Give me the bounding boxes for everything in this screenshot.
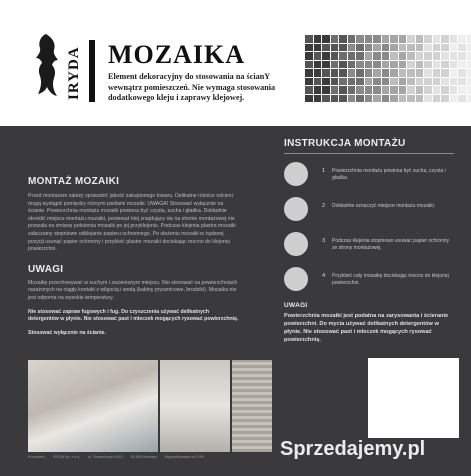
mosaic-tile (331, 78, 339, 86)
mosaic-tile (356, 95, 364, 103)
mosaic-tile (348, 35, 356, 43)
mosaic-tile (305, 35, 313, 43)
instruction-step (284, 162, 454, 190)
uwagi-body-right: Powierzchnia mozaiki jest podatna na zarysowania i ścieranie powierzchni. Do mycia używać delikatnych detergentów w płynie. Nie stosować past i mleczek mogących rysować powierzchnię. (284, 313, 449, 343)
mosaic-tile (424, 52, 432, 60)
mosaic-tile (314, 52, 322, 60)
mosaic-tile (339, 78, 347, 86)
label-area (368, 358, 459, 438)
mosaic-tile (305, 78, 313, 86)
mosaic-tile (424, 95, 432, 103)
heading-divider (284, 153, 454, 154)
mosaic-tile (399, 52, 407, 60)
instrukcja-heading: INSTRUKCJA MONTAŻU (284, 138, 406, 149)
mosaic-tile (322, 61, 330, 69)
mosaic-tile (314, 35, 322, 43)
mosaic-tile (407, 69, 415, 77)
mosaic-tile (441, 69, 449, 77)
page-title: MOZAIKA (108, 40, 245, 69)
mosaic-tile (322, 44, 330, 52)
mosaic-tile (467, 86, 471, 94)
mosaic-tile (348, 44, 356, 52)
mosaic-tile (458, 86, 466, 94)
mosaic-tile (416, 95, 424, 103)
montaz-body: Przed montażem należy sprawdzić jakość zakupionego towaru. Delikatne różnice odcieni mogą wystąpić pomiędzy różnymi partiami mozaiki. UWAGA! Stosować wyłącznie na ścianie. Powierzchnia montażu mozaiki powinna być czysta, sucha i gładka. Dokładnie określić miejsce montażu mozaiki, ponieważ klej znajdujący się na stronie montażowej nie pozwala na zmianę położenia mozaiki po jej przyklejeniu. Podczas klejenia plastra mozaiki załaczamy stopniowe odklejanie papieru ochronnego. Po ułożeniu mozaiki w żądanej pozycji usunąć papier ochronny i przykleić plaster mozaiki dociskając mocno do klejonej powierzchni. (28, 193, 236, 253)
step-text: Przykleić cały mozaikę dociskając mocno do klejonej powierzchni. (332, 273, 449, 286)
mosaic-tile (356, 86, 364, 94)
mosaic-tile (305, 44, 313, 52)
mosaic-tile (382, 78, 390, 86)
mosaic-tile (441, 52, 449, 60)
mosaic-tile (390, 69, 398, 77)
mosaic-tile (339, 52, 347, 60)
step-text: Dokładnie oznaczyć miejsce montażu mozaiki. (332, 203, 436, 209)
mosaic-tile (399, 69, 407, 77)
mosaic-tile (305, 69, 313, 77)
mosaic-tile (305, 86, 313, 94)
mosaic-tile (331, 52, 339, 60)
mosaic-tile (407, 35, 415, 43)
step-number: 4 (322, 273, 326, 279)
mosaic-tile (407, 95, 415, 103)
mosaic-tile (390, 44, 398, 52)
mosaic-tile (399, 95, 407, 103)
mosaic-tile (365, 69, 373, 77)
mosaic-tile (407, 78, 415, 86)
mosaic-tile (365, 86, 373, 94)
mosaic-tile (356, 44, 364, 52)
mosaic-tile (441, 86, 449, 94)
uwagi-heading-right: UWAGI (284, 302, 308, 309)
mosaic-tile (339, 35, 347, 43)
mosaic-tile (331, 69, 339, 77)
mosaic-tile (433, 52, 441, 60)
mosaic-tile (458, 61, 466, 69)
mosaic-tile (356, 61, 364, 69)
mosaic-tile (450, 86, 458, 94)
mosaic-tile (458, 44, 466, 52)
uwagi-body-left: Mozaikę przechowywać w suchym i zacienionym miejscu. Nie stosować na powierzchniach narażonych na ciągły kontakt z wilgocią i wodą (kabiny prysznicowe, brodziki). Mozaika nie jest odporna na wysokie temperatury. (28, 279, 238, 301)
mosaic-tile (331, 95, 339, 103)
mosaic-tile (339, 44, 347, 52)
mosaic-tile (382, 69, 390, 77)
mosaic-tile (322, 52, 330, 60)
mosaic-tile (382, 95, 390, 103)
mosaic-tile (373, 52, 381, 60)
step-number: 2 (322, 203, 326, 209)
mosaic-tile (365, 61, 373, 69)
mosaic-tile (450, 69, 458, 77)
mosaic-tile (348, 86, 356, 94)
mosaic-tile (399, 44, 407, 52)
footer-item: Producent: (28, 455, 46, 459)
mosaic-tile (339, 86, 347, 94)
mosaic-tile (441, 95, 449, 103)
mosaic-tile (416, 78, 424, 86)
left-column (28, 176, 240, 337)
uwagi-heading-left: UWAGI (28, 263, 64, 275)
step-illustration-icon (284, 267, 308, 291)
cabinet-photo (160, 360, 230, 452)
footer-item: IRYDA Sp. z o.o. (53, 455, 81, 459)
mosaic-tile (441, 78, 449, 86)
mosaic-tile (433, 44, 441, 52)
warning-text-1: Nie stosować zapraw fugowych i fug. Do czyszczenia używać delikatnych detergentów w płynie. Nie stosować past i mleczek mogących rysować powierzchnię. (28, 308, 239, 323)
step-number: 3 (322, 238, 326, 244)
right-column (284, 138, 454, 344)
mosaic-tile (373, 69, 381, 77)
brand-name: IRYDA (66, 46, 82, 100)
mosaic-tile (390, 78, 398, 86)
mosaic-tile (416, 35, 424, 43)
mosaic-tile (339, 95, 347, 103)
mosaic-tile (399, 86, 407, 94)
mosaic-tile (348, 52, 356, 60)
footer-item: ul. Sezamkowa 14/15 (88, 455, 123, 459)
mosaic-tile (373, 95, 381, 103)
mosaic-tile (331, 86, 339, 94)
mosaic-tile (407, 86, 415, 94)
mosaic-tile (416, 44, 424, 52)
mosaic-tile (365, 44, 373, 52)
mosaic-tile (322, 95, 330, 103)
mosaic-tile (467, 35, 471, 43)
mosaic-tile (348, 78, 356, 86)
mosaic-tile (322, 69, 330, 77)
mosaic-tile (373, 44, 381, 52)
mosaic-tile (365, 95, 373, 103)
mosaic-tile (390, 95, 398, 103)
mosaic-tile (314, 61, 322, 69)
mosaic-tile (424, 69, 432, 77)
mosaic-tile (331, 44, 339, 52)
mosaic-tile (314, 95, 322, 103)
mosaic-tile (365, 35, 373, 43)
mosaic-tile (458, 35, 466, 43)
mosaic-tile (416, 86, 424, 94)
mosaic-tile (450, 95, 458, 103)
mosaic-tile (382, 44, 390, 52)
step-illustration-icon (284, 232, 308, 256)
mosaic-tile (450, 52, 458, 60)
mosaic-tile (467, 78, 471, 86)
mosaic-tile (424, 86, 432, 94)
mosaic-tile (305, 52, 313, 60)
mosaic-tile (458, 69, 466, 77)
mosaic-tile (424, 61, 432, 69)
figure-logo-icon (30, 30, 62, 102)
mosaic-tile (382, 86, 390, 94)
mosaic-tile (356, 69, 364, 77)
mosaic-tile (373, 35, 381, 43)
step-illustration-icon (284, 162, 308, 186)
mosaic-tile (365, 78, 373, 86)
instruction-step (284, 232, 454, 260)
mosaic-tile (348, 69, 356, 77)
mosaic-tile (305, 95, 313, 103)
mosaic-tile (356, 35, 364, 43)
mosaic-tile (373, 86, 381, 94)
mosaic-tile (356, 52, 364, 60)
mosaic-tile (450, 78, 458, 86)
bathroom-photo (28, 360, 158, 452)
mosaic-tile (458, 95, 466, 103)
mosaic-tile (441, 61, 449, 69)
mosaic-tile (399, 78, 407, 86)
mosaic-tile (305, 61, 313, 69)
mosaic-tile (331, 61, 339, 69)
mosaic-wall-photo (232, 360, 272, 452)
mosaic-tile (348, 95, 356, 103)
mosaic-tile (322, 86, 330, 94)
footer-item: Wyprodukowano w CHN (164, 455, 204, 459)
mosaic-tile (407, 52, 415, 60)
mosaic-tile (314, 78, 322, 86)
mosaic-tile (407, 61, 415, 69)
header-area (0, 0, 471, 126)
mosaic-tile (433, 78, 441, 86)
mosaic-tile (467, 69, 471, 77)
footer-info (28, 455, 278, 459)
step-illustration-icon (284, 197, 308, 221)
mosaic-tile (407, 44, 415, 52)
mosaic-tile (433, 86, 441, 94)
mosaic-tile (467, 44, 471, 52)
step-number: 1 (322, 168, 326, 174)
mosaic-tile (416, 61, 424, 69)
mosaic-tile (467, 52, 471, 60)
mosaic-tile (331, 35, 339, 43)
step-text: Powierzchnia montażu powinna być sucha, czysta i gładka. (332, 168, 446, 181)
mosaic-tile (348, 61, 356, 69)
mosaic-tile (382, 35, 390, 43)
mosaic-tile (450, 35, 458, 43)
mosaic-tile (314, 86, 322, 94)
mosaic-tile (450, 61, 458, 69)
mosaic-tile (441, 35, 449, 43)
footer-item: 50-500 Wrocław (130, 455, 157, 459)
mosaic-tile (433, 35, 441, 43)
steps-list (284, 162, 454, 295)
mosaic-tile (390, 52, 398, 60)
mosaic-tile (416, 52, 424, 60)
mosaic-tile (390, 35, 398, 43)
mosaic-tile (467, 61, 471, 69)
mosaic-tile (433, 95, 441, 103)
mosaic-tile (339, 69, 347, 77)
mosaic-tiles-graphic (305, 35, 471, 107)
mosaic-tile (424, 78, 432, 86)
instruction-step (284, 197, 454, 225)
warning-text-2: Stosować wyłącznie na ścianie. (28, 329, 106, 336)
mosaic-tile (450, 44, 458, 52)
mosaic-tile (382, 52, 390, 60)
mosaic-tile (424, 35, 432, 43)
mosaic-tile (424, 44, 432, 52)
mosaic-tile (441, 44, 449, 52)
divider-bar (89, 40, 95, 102)
mosaic-tile (467, 95, 471, 103)
mosaic-tile (433, 61, 441, 69)
watermark: Sprzedajemy.pl (280, 438, 426, 460)
mosaic-tile (322, 78, 330, 86)
mosaic-tile (373, 78, 381, 86)
mosaic-tile (433, 69, 441, 77)
mosaic-tile (365, 52, 373, 60)
step-text: Podczas klejenia stopniowo usuwać papier ochronny ze strony montażowej. (332, 238, 450, 251)
mosaic-tile (339, 61, 347, 69)
mosaic-tile (390, 86, 398, 94)
mosaic-tile (314, 69, 322, 77)
mosaic-tile (399, 61, 407, 69)
page-subtitle: Element dekoracyjny do stosowania na ścianY wewnątrz pomieszczeń. Nie wymaga stosowania dodatkowego kleju i zaprawy klejowej. (108, 72, 276, 102)
mosaic-tile (314, 44, 322, 52)
mosaic-tile (382, 61, 390, 69)
montaz-heading: MONTAŻ MOZAIKI (28, 176, 120, 187)
mosaic-tile (356, 78, 364, 86)
mosaic-tile (458, 52, 466, 60)
mosaic-tile (373, 61, 381, 69)
mosaic-tile (399, 35, 407, 43)
mosaic-tile (390, 61, 398, 69)
mosaic-tile (416, 69, 424, 77)
instruction-step (284, 267, 454, 295)
mosaic-tile (322, 35, 330, 43)
mosaic-tile (458, 78, 466, 86)
